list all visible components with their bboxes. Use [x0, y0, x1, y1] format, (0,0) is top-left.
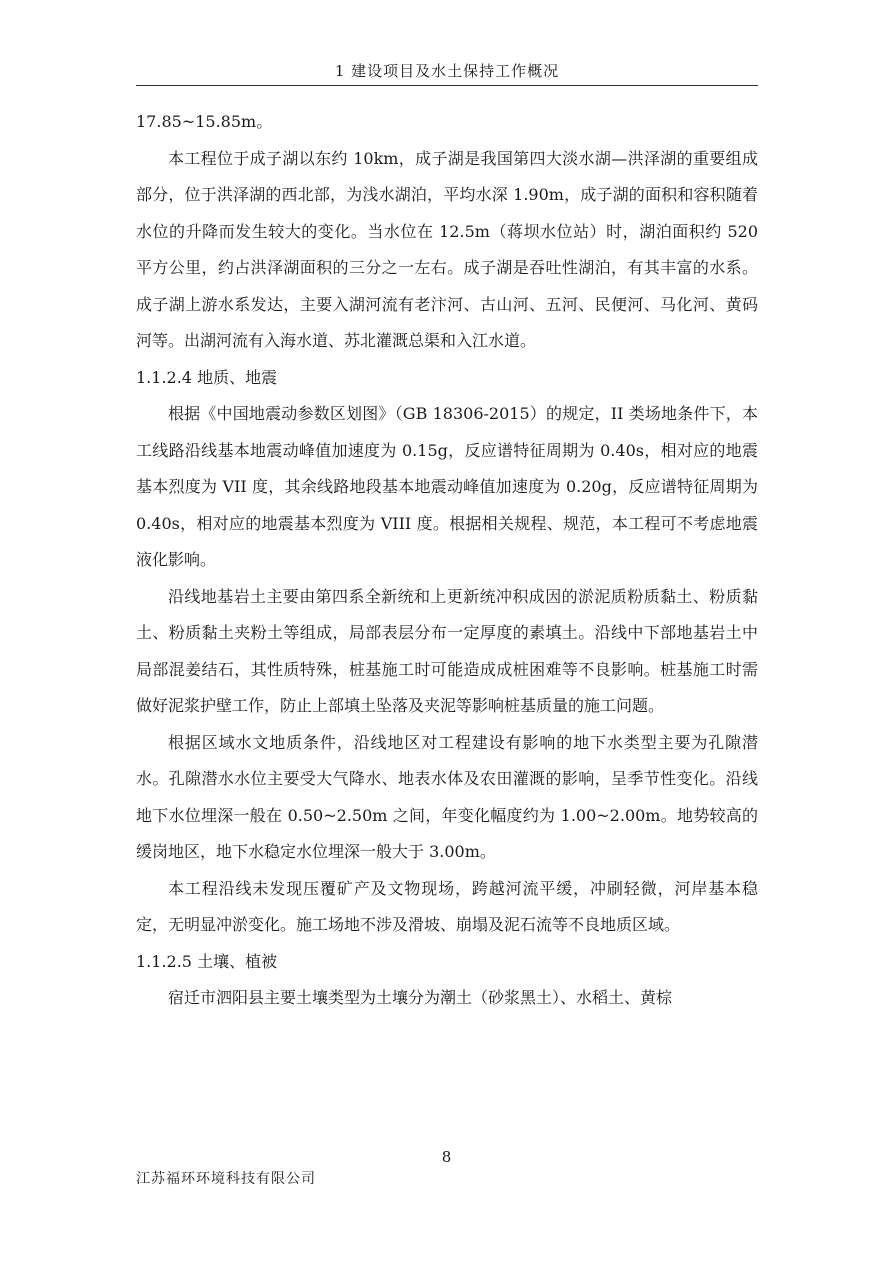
paragraph-soil-types: 宿迁市泗阳县主要土壤类型为土壤分为潮土（砂浆黑土）、水稻土、黄棕	[168, 988, 673, 1007]
paragraph-seismic: 根据《中国地震动参数区划图》（GB 18306-2015）的规定，II 类场地条件下，本工线路沿线基本地震动峰值加速度为 0.15g，反应谱特征周期为 0.40s，相对应的地震基本烈度为 VII 度，其余线路地段基本地震动峰值加速度为 0.20g，反应谱特征周期为 0.40s，相对应的地震基本烈度为 VIII 度。根据相关规程、规范，本工程可不考虑地震液化影响。	[136, 404, 758, 569]
footer-company: 江苏福环环境科技有限公司	[136, 1171, 316, 1187]
paragraph-foundation-soil: 沿线地基岩土主要由第四系全新统和上更新统冲积成因的淤泥质粉质黏土、粉质黏土、粉质黏土夹粉土等组成，局部表层分布一定厚度的素填土。沿线中下部地基岩土中局部混姜结石，其性质特殊，桩基施工时可能造成成桩困难等不良影响。桩基施工时需做好泥浆护壁工作，防止上部填土坠落及夹泥等影响桩基质量的施工问题。	[136, 586, 758, 715]
page-number: 8	[441, 1148, 452, 1166]
document-body	[136, 104, 758, 1017]
header-divider	[136, 85, 758, 86]
section-heading-soil-vegetation: 1.1.2.5 土壤、植被	[136, 951, 278, 971]
paragraph-continuation: 17.85~15.85m。	[136, 112, 273, 131]
paragraph-groundwater: 根据区域水文地质条件，沿线地区对工程建设有影响的地下水类型主要为孔隙潜水。孔隙潜水水位主要受大气降水、地表水体及农田灌溉的影响，呈季节性变化。沿线地下水位埋深一般在 0.50~2.50m 之间，年变化幅度约为 1.00~2.00m。地势较高的缓岗地区，地下水稳定水位埋深一般大于 3.00m。	[136, 732, 758, 861]
paragraph-chengzi-lake: 本工程位于成子湖以东约 10km，成子湖是我国第四大淡水湖—洪泽湖的重要组成部分，位于洪泽湖的西北部，为浅水湖泊，平均水深 1.90m，成子湖的面积和容积随着水位的升降而发生较大的变化。当水位在 12.5m（蒋坝水位站）时，湖泊面积约 520 平方公里，约占洪泽湖面积的三分之一左右。成子湖是吞吐性湖泊，有其丰富的水系。成子湖上游水系发达，主要入湖河流有老汴河、古山河、五河、民便河、马化河、黄码河等。出湖河流有入海水道、苏北灌溉总渠和入江水道。	[136, 148, 758, 350]
paragraph-geologic-hazards: 本工程沿线未发现压覆矿产及文物现场，跨越河流平缓，冲刷轻微，河岸基本稳定，无明显冲淤变化。施工场地不涉及滑坡、崩塌及泥石流等不良地质区域。	[136, 878, 758, 934]
running-header: 1 建设项目及水土保持工作概况	[334, 62, 560, 80]
section-heading-geology: 1.1.2.4 地质、地震	[136, 367, 278, 387]
